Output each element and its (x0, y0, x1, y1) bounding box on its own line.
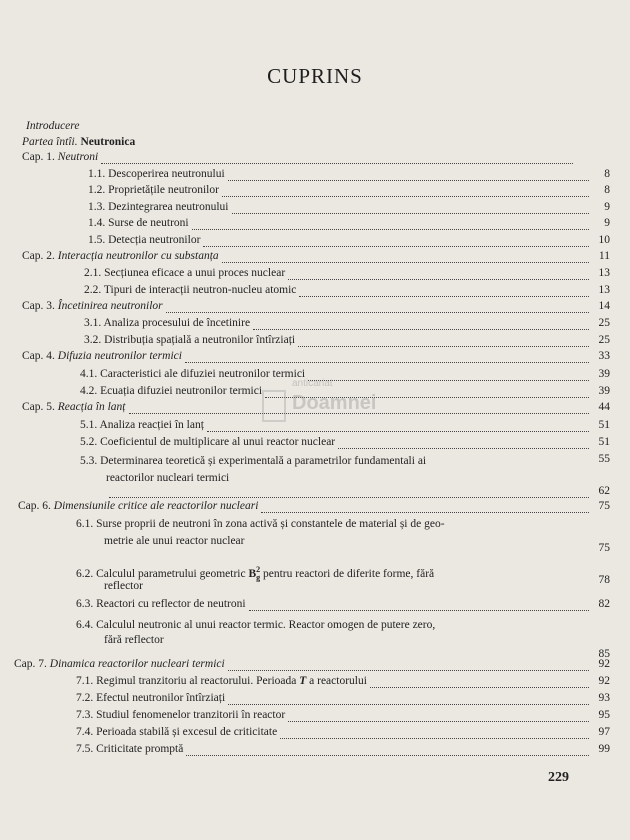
watermark-main-text: Doamnei (292, 392, 377, 414)
toc-section-5-3[interactable] (80, 455, 426, 468)
leader-dots (232, 204, 590, 214)
section-number: 1.2. (88, 184, 106, 196)
leader-dots (249, 601, 589, 611)
section-number: 7.1. (76, 675, 94, 687)
page-ref: 95 (598, 709, 610, 721)
section-title-rest: a reactorului (309, 675, 367, 687)
page-ref: 62 (598, 485, 610, 497)
toc-section-7-3[interactable] (76, 709, 610, 722)
math-symbol: T (299, 675, 307, 687)
page-ref: 92 (598, 675, 610, 687)
toc-section-2-2[interactable] (84, 284, 610, 297)
leader-dots (228, 661, 589, 671)
page-ref: 82 (598, 598, 610, 610)
section-number: 2.1. (84, 267, 102, 279)
chapter-title: Difuzia neutronilor termici (57, 350, 182, 362)
toc-section-6-2-cont (104, 574, 610, 593)
section-title-continued: metrie ale unui reactor nuclear (104, 535, 245, 547)
leader-dots (228, 171, 589, 181)
math-base: B (248, 567, 257, 580)
leader-dots (222, 253, 589, 263)
leader-dots (253, 320, 589, 330)
math-symbol (248, 565, 261, 583)
leader-dots (166, 303, 589, 313)
section-title: Analiza procesului de încetinire (103, 317, 251, 329)
page-number: 229 (548, 770, 569, 785)
chapter-title: Încetinirea neutronilor (57, 300, 163, 312)
page-ref: 51 (598, 419, 610, 431)
section-title: Perioada stabilă și excesul de criticitate (96, 726, 278, 738)
section-title: Analiza reacției în lanț (99, 419, 204, 431)
page-ref: 51 (598, 436, 610, 448)
page-ref: 75 (598, 500, 610, 512)
leader-dots (228, 695, 589, 705)
leader-space (247, 539, 589, 548)
page-ref: 92 (598, 658, 610, 670)
intro-heading: Introducere (26, 120, 80, 132)
leader-space (167, 638, 589, 647)
section-number: 3.2. (84, 334, 102, 346)
section-title: Secțiunea eficace a unui proces nuclear (104, 267, 286, 279)
leader-dots (192, 220, 589, 230)
section-title: Coeficientul de multiplicare al unui reactor nuclear (100, 436, 336, 448)
page-ref: 39 (598, 368, 610, 380)
page-ref: 8 (604, 168, 610, 180)
leader-dots (109, 488, 589, 498)
section-title: Detecția neutronilor (108, 234, 201, 246)
leader-dots (298, 337, 589, 347)
toc-section-2-1[interactable] (84, 267, 610, 280)
page-ref: 99 (598, 743, 610, 755)
section-number: 5.3. (80, 455, 98, 467)
leader-dots (288, 270, 589, 280)
toc-section-6-4[interactable] (76, 619, 435, 632)
toc-section-6-1-cont (104, 535, 610, 554)
section-number: 4.1. (80, 368, 98, 380)
toc-extra-line (106, 485, 610, 498)
chapter-number: Cap. 4. (22, 350, 55, 362)
section-title: Reactori cu reflector de neutroni (96, 598, 246, 610)
chapter-number: Cap. 3. (22, 300, 55, 312)
section-number: 7.2. (76, 692, 94, 704)
section-number: 3.1. (84, 317, 102, 329)
section-number: 1.5. (88, 234, 106, 246)
part-name: Neutronica (80, 136, 136, 148)
section-title: Dezintegrarea neutronului (108, 201, 229, 213)
math-sup: 2 (256, 565, 261, 574)
page-ref: 9 (604, 201, 610, 213)
chapter-number: Cap. 2. (22, 250, 55, 262)
section-number: 1.1. (88, 168, 106, 180)
math-sub: g (256, 573, 261, 583)
section-title: Efectul neutronilor întîrziați (96, 692, 226, 704)
leader-dots (222, 187, 589, 197)
leader-dots (261, 503, 589, 513)
page-ref: 55 (598, 453, 610, 465)
toc-chapter-4[interactable] (22, 350, 610, 363)
section-number: 7.5. (76, 743, 94, 755)
leader-dots (288, 712, 589, 722)
leader-dots (280, 729, 589, 739)
toc-section-3-2[interactable] (84, 334, 610, 347)
chapter-title: Reacția în lanț (57, 401, 126, 413)
section-number: 7.4. (76, 726, 94, 738)
chapter-number: Cap. 6. (18, 500, 51, 512)
leader-dots (338, 439, 589, 449)
toc-section-3-1[interactable] (84, 317, 610, 330)
page-ref: 25 (598, 334, 610, 346)
section-title: Descoperirea neutronului (108, 168, 225, 180)
section-number: 1.4. (88, 217, 106, 229)
part-prefix: Partea întîi. (22, 136, 78, 148)
section-number: 1.3. (88, 201, 106, 213)
watermark (262, 378, 412, 438)
toc-section-6-4-cont (104, 634, 610, 660)
page-ref: 9 (604, 217, 610, 229)
leader-dots (186, 746, 589, 756)
part-heading (22, 136, 135, 149)
page-ref: 85 (598, 648, 610, 660)
leader-dots (299, 287, 589, 297)
section-title: Tipuri de interacții neutron-nucleu atomic (103, 284, 297, 296)
leader-space (146, 584, 589, 593)
page-ref: 14 (598, 300, 610, 312)
section-number: 5.1. (80, 419, 98, 431)
page-ref: 10 (598, 234, 610, 246)
section-title: Distribuția spațială a neutronilor întîrziați (104, 334, 296, 346)
page-ref: 75 (598, 542, 610, 554)
toc-chapter-3[interactable] (22, 300, 610, 313)
chapter-number: Cap. 1. (22, 151, 55, 163)
section-title: Ecuația difuziei neutronilor termici (100, 385, 263, 397)
toc-section-1-4[interactable] (88, 217, 610, 230)
toc-chapter-1[interactable] (22, 151, 594, 164)
section-number: 5.2. (80, 436, 98, 448)
toc-section-1-3[interactable] (88, 201, 610, 214)
leader-dots (203, 237, 589, 247)
section-number: 6.4. (76, 619, 94, 631)
chapter-number: Cap. 5. (22, 401, 55, 413)
section-title: Surse de neutroni (108, 217, 189, 229)
section-title-continued: reflector (104, 580, 143, 592)
watermark-top-text: anticariat (292, 378, 333, 389)
section-number: 7.3. (76, 709, 94, 721)
toc-chapter-7[interactable] (14, 658, 610, 671)
watermark-logo-icon (262, 390, 286, 422)
leader-dots (370, 678, 589, 688)
section-number: 4.2. (80, 385, 98, 397)
toc-section-7-4[interactable] (76, 726, 610, 739)
page-ref: 33 (598, 350, 610, 362)
toc-section-6-3[interactable] (76, 598, 610, 611)
toc-chapter-2[interactable] (22, 250, 610, 263)
section-number: 6.1. (76, 518, 94, 530)
section-title: Proprietățile neutronilor (108, 184, 219, 196)
toc-section-7-1[interactable] (76, 675, 610, 688)
chapter-title: Dinamica reactorilor nucleari termici (49, 658, 225, 670)
section-number: 2.2. (84, 284, 102, 296)
page-ref: 11 (598, 250, 610, 262)
toc-chapter-6[interactable] (18, 500, 610, 513)
page-ref: 13 (598, 284, 610, 296)
toc-section-1-2[interactable] (88, 184, 610, 197)
page-ref: 78 (598, 574, 610, 586)
page-ref: 93 (598, 692, 610, 704)
section-title: Caracteristici ale difuziei neutronilor termici (100, 368, 306, 380)
section-title: Calculul neutronic al unui reactor termic. Reactor omogen de putere zero, (96, 619, 436, 631)
section-title: Determinarea teoretică și experimentală a parametrilor fundamentali ai (100, 455, 427, 467)
chapter-title: Interacția neutronilor cu substanța (57, 250, 219, 262)
toc-section-7-2[interactable] (76, 692, 610, 705)
section-title: Regimul tranzitoriu al reactorului. Perioada (96, 675, 297, 687)
page-ref: 39 (598, 385, 610, 397)
section-title: Studiul fenomenelor tranzitorii în reactor (96, 709, 286, 721)
page-ref: 44 (598, 401, 610, 413)
section-title-rest: pentru reactori de diferite forme, fără (263, 567, 435, 580)
section-number: 6.2. (76, 567, 94, 580)
section-title: Criticitate promptă (96, 743, 184, 755)
section-title: Surse proprii de neutroni în zona activă și constantele de material și de geo- (96, 518, 445, 530)
leader-dots (101, 154, 573, 164)
toc-section-1-1[interactable] (88, 168, 610, 181)
page-ref: 25 (598, 317, 610, 329)
chapter-number: Cap. 7. (14, 658, 47, 670)
chapter-title: Dimensiunile critice ale reactorilor nucleari (53, 500, 259, 512)
section-title-continued: fără reflector (104, 634, 164, 646)
page-ref: 13 (598, 267, 610, 279)
section-title-continued: reactorilor nucleari termici (106, 472, 230, 484)
page-title: CUPRINS (267, 64, 363, 88)
page-ref: 97 (598, 726, 610, 738)
toc-section-6-1[interactable] (76, 518, 445, 531)
toc-section-1-5[interactable] (88, 234, 610, 247)
section-title: Calculul parametrului geometric (96, 567, 246, 580)
chapter-title: Neutroni (57, 151, 99, 163)
section-number: 6.3. (76, 598, 94, 610)
page-ref: 8 (604, 184, 610, 196)
leader-dots (185, 353, 589, 363)
toc-section-7-5[interactable] (76, 743, 610, 756)
